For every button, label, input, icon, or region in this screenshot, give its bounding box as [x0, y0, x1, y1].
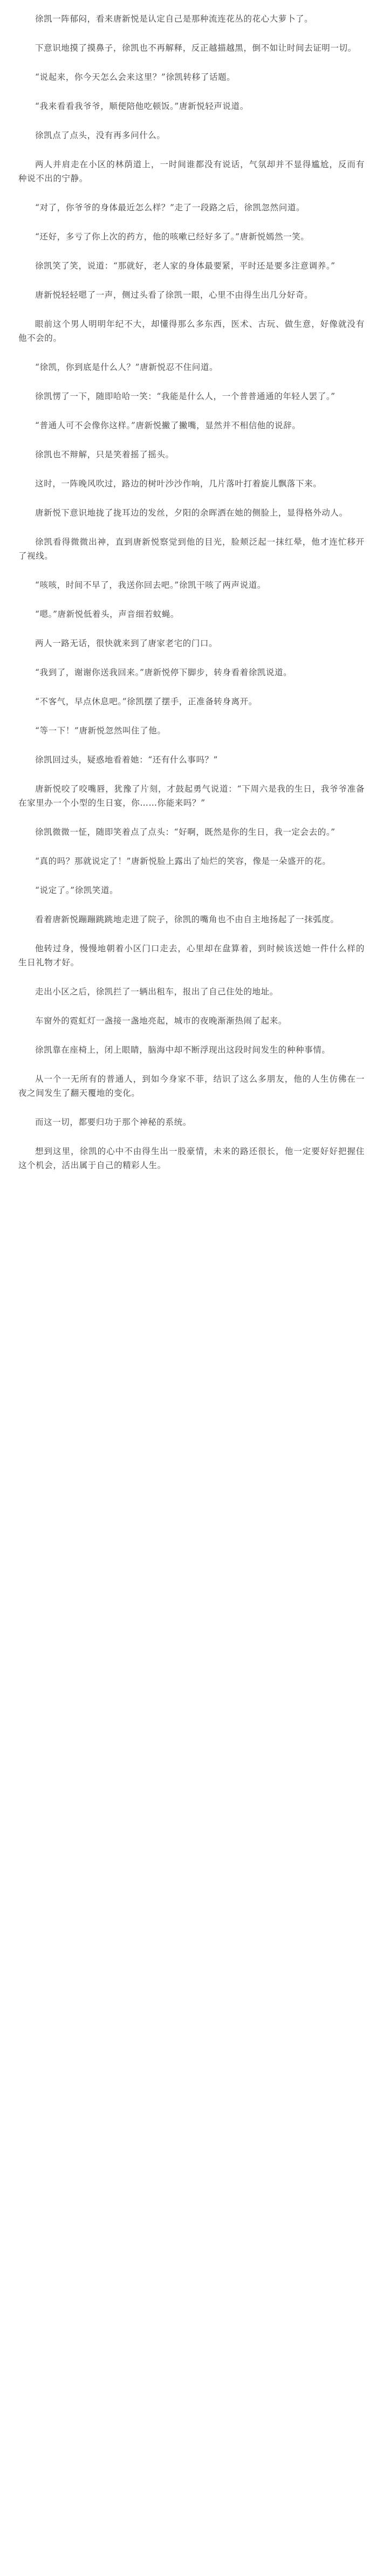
article-paragraph: “对了，你爷爷的身体最近怎么样？”走了一段路之后，徐凯忽然问道。 [35, 203, 305, 212]
article-paragraph: “我到了，谢谢你送我回来。”唐新悦停下脚步，转身看着徐凯说道。 [35, 668, 292, 677]
article-paragraph: 走出小区之后，徐凯拦了一辆出租车，报出了自己住处的地址。 [35, 987, 278, 997]
article-paragraph: “咳咳，时间不早了，我送你回去吧。”徐凯干咳了两声说道。 [35, 580, 266, 590]
article-paragraph: “不客气，早点休息吧。”徐凯摆了摆手，正准备转身离开。 [35, 697, 257, 706]
article-paragraph: 徐凯笑了笑，说道：“那就好，老人家的身体最要紧，平时还是要多注意调养。” [35, 261, 336, 271]
article-paragraph: 徐凯愣了一下，随即哈哈一笑：“我能是什么人，一个普普通通的年轻人罢了。” [35, 391, 336, 401]
article-paragraph: 想到这里，徐凯的心中不由得生出一股豪情，未来的路还很长，他一定要好好把握住这个机会，活出属于自己的精彩人生。 [18, 1146, 365, 1170]
article-paragraph: 车窗外的霓虹灯一盏接一盏地亮起，城市的夜晚渐渐热闹了起来。 [35, 1016, 287, 1026]
article-paragraph: “说起来，你今天怎么会来这里？”徐凯转移了话题。 [35, 72, 236, 82]
article-paragraph: “嗯。”唐新悦低着头，声音细若蚊蝇。 [35, 609, 179, 619]
article-paragraph: 两人一路无话，很快就来到了唐家老宅的门口。 [35, 638, 218, 648]
article-paragraph: 唐新悦咬了咬嘴唇，犹豫了片刻，才鼓起勇气说道：“下周六是我的生日，我爷爷准备在家里办一个小型的生日宴，你……你能来吗？” [18, 784, 365, 808]
article-paragraph: 唐新悦轻轻嗯了一声，侧过头看了徐凯一眼，心里不由得生出几分好奇。 [35, 290, 313, 300]
article-paragraph: 他转过身，慢慢地朝着小区门口走去，心里却在盘算着，到时候该送她一件什么样的生日礼物才好。 [18, 944, 365, 967]
article-paragraph: “还好，多亏了你上次的药方，他的咳嗽已经好多了。”唐新悦嫣然一笑。 [35, 232, 310, 242]
article-paragraph: 而这一切，都要归功于那个神秘的系统。 [35, 1117, 191, 1127]
article-paragraph: “我来看看我爷爷，顺便陪他吃顿饭。”唐新悦轻声说道。 [35, 101, 249, 111]
article-paragraph: “普通人可不会像你这样。”唐新悦撇了撇嘴，显然并不相信他的说辞。 [35, 421, 301, 430]
article-paragraph: 下意识地摸了摸鼻子，徐凯也不再解释，反正越描越黑，倒不如让时间去证明一切。 [35, 43, 357, 53]
article-paragraph: 徐凯也不辩解，只是笑着摇了摇头。 [35, 450, 174, 459]
article-paragraph: 徐凯一阵郁闷，看来唐新悦是认定自己是那种流连花丛的花心大萝卜了。 [35, 14, 313, 24]
article-paragraph: 徐凯靠在座椅上，闭上眼睛，脑海中却不断浮现出这段时间发生的种种事情。 [35, 1045, 331, 1055]
article-paragraph: “徐凯，你到底是什么人？”唐新悦忍不住问道。 [35, 362, 218, 372]
article-paragraph: 两人并肩走在小区的林荫道上，一时间谁都没有说话，气氛却并不显得尴尬，反而有种说不出的宁静。 [18, 160, 365, 183]
article-paragraph: “说定了。”徐凯笑道。 [35, 885, 119, 895]
article-paragraph: 看着唐新悦蹦蹦跳跳地走进了院子，徐凯的嘴角也不由自主地扬起了一抹弧度。 [35, 915, 339, 924]
article-paragraph: “真的吗？那就说定了！”唐新悦脸上露出了灿烂的笑容，像是一朵盛开的花。 [35, 856, 331, 866]
article-paragraph: 徐凯微微一怔，随即笑着点了点头：“好啊，既然是你的生日，我一定会去的。” [35, 827, 336, 837]
article-paragraph: 徐凯点了点头，没有再多问什么。 [35, 130, 166, 140]
article-paragraph: 从一个一无所有的普通人，到如今身家不菲，结识了这么多朋友，他的人生仿佛在一夜之间发生了翻天覆地的变化。 [18, 1074, 365, 1098]
article-paragraph: 徐凯看得微微出神，直到唐新悦察觉到他的目光，脸颊泛起一抹红晕，他才连忙移开了视线。 [18, 537, 365, 561]
article-paragraph: “等一下！”唐新悦忽然叫住了他。 [35, 726, 166, 736]
article-paragraph: 徐凯回过头，疑惑地看着她：“还有什么事吗？” [35, 755, 218, 765]
article-paragraph: 唐新悦下意识地拢了拢耳边的发丝，夕阳的余晖洒在她的侧脸上，显得格外动人。 [35, 508, 348, 518]
article-paragraph: 眼前这个男人明明年纪不大，却懂得那么多东西，医术、古玩、做生意，好像就没有他不会的。 [18, 319, 365, 343]
article-paragraph: 这时，一阵晚风吹过，路边的树叶沙沙作响，几片落叶打着旋儿飘落下来。 [35, 479, 322, 489]
